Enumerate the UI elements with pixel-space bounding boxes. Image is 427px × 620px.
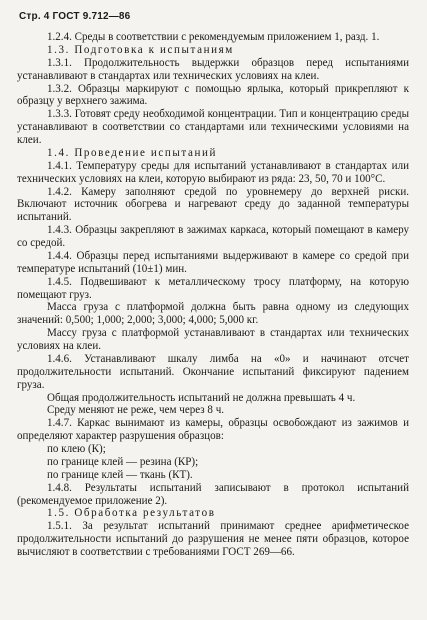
document-body <box>17 31 409 559</box>
clause-1-4-8: 1.4.8. Результаты испытаний записывают в протокол испытаний (рекомендуемое приложение 2). <box>17 481 409 507</box>
clause-1-5-1: 1.5.1. За результат испытаний принимают среднее арифметическое продолжительности испытаний до разрушения не менее пяти образцов, которое вычисляют в соответствии с требованиями ГОСТ 269—66. <box>17 520 409 558</box>
failure-type-adhesive-rubber: по границе клей — резина (КР); <box>47 455 199 468</box>
load-mass-values: Масса груза с платформой должна быть равна одному из следующих значений: 0,500; 1,000; 2,000; 3,000; 4,000; 5,000 кг. <box>17 301 409 327</box>
load-mass-standards: Массу груза с платформой устанавливают в стандартах или технических условиях на клеи. <box>17 327 409 352</box>
section-heading-preparation: 1.3. Подготовка к испытаниям <box>47 43 234 56</box>
clause-1-4-1: 1.4.1. Температуру среды для испытаний устанавливают в стандартах или технических условиях на клеи, которую выбирают из ряда: 23, 50, 70 и 100°С. <box>17 159 409 185</box>
clause-1-4-2: 1.4.2. Камеру заполняют средой по уровнемеру до верхней риски. Включают источник обогрева и нагревают среду до заданной температуры испытаний. <box>17 185 409 224</box>
medium-change: Среду меняют не реже, чем через 8 ч. <box>47 404 225 417</box>
clause-1-3-2: 1.3.2. Образцы маркируют с помощью ярлыка, который прикрепляют к образцу у верхнего зажима. <box>17 82 409 108</box>
clause-1-4-3: 1.4.3. Образцы закрепляют в зажимах каркаса, который помещают в камеру со средой. <box>17 224 409 249</box>
page-header: Стр. 4 ГОСТ 9.712—86 <box>19 11 131 22</box>
total-duration: Общая продолжительность испытаний не должна превышать 4 ч. <box>47 391 356 404</box>
clause-1-4-7: 1.4.7. Каркас вынимают из камеры, образцы освобождают из зажимов и определяют характер разрушения образцов: <box>17 417 409 443</box>
failure-type-adhesive-fabric: по границе клей — ткань (КТ). <box>47 468 193 481</box>
clause-1-2-4: 1.2.4. Среды в соответствии с рекомендуемым приложением 1, разд. 1. <box>47 31 380 43</box>
clause-1-4-5: 1.4.5. Подвешивают к металлическому тросу платформу, на которую помещают груз. <box>17 275 409 301</box>
clause-1-4-4: 1.4.4. Образцы перед испытаниями выдерживают в камере со средой при температуре испытаний (10±1) мин. <box>17 249 409 275</box>
section-heading-testing: 1.4. Проведение испытаний <box>47 146 218 159</box>
clause-1-4-6: 1.4.6. Устанавливают шкалу лимба на «0» и начинают отсчет продолжительности испытаний. Окончание испытаний фиксируют падением груза. <box>17 352 409 391</box>
failure-type-adhesive: по клею (К); <box>47 443 106 455</box>
clause-1-3-1: 1.3.1. Продолжительность выдержки образцов перед испытаниями устанавливают в стандартах или технических условиях на клеи. <box>17 56 409 82</box>
clause-1-3-3: 1.3.3. Готовят среду необходимой концентрации. Тип и концентрацию среды устанавливают в соответствии со стандартами или техническими условиями на клеи. <box>17 108 409 146</box>
section-heading-processing: 1.5. Обработка результатов <box>47 507 216 520</box>
